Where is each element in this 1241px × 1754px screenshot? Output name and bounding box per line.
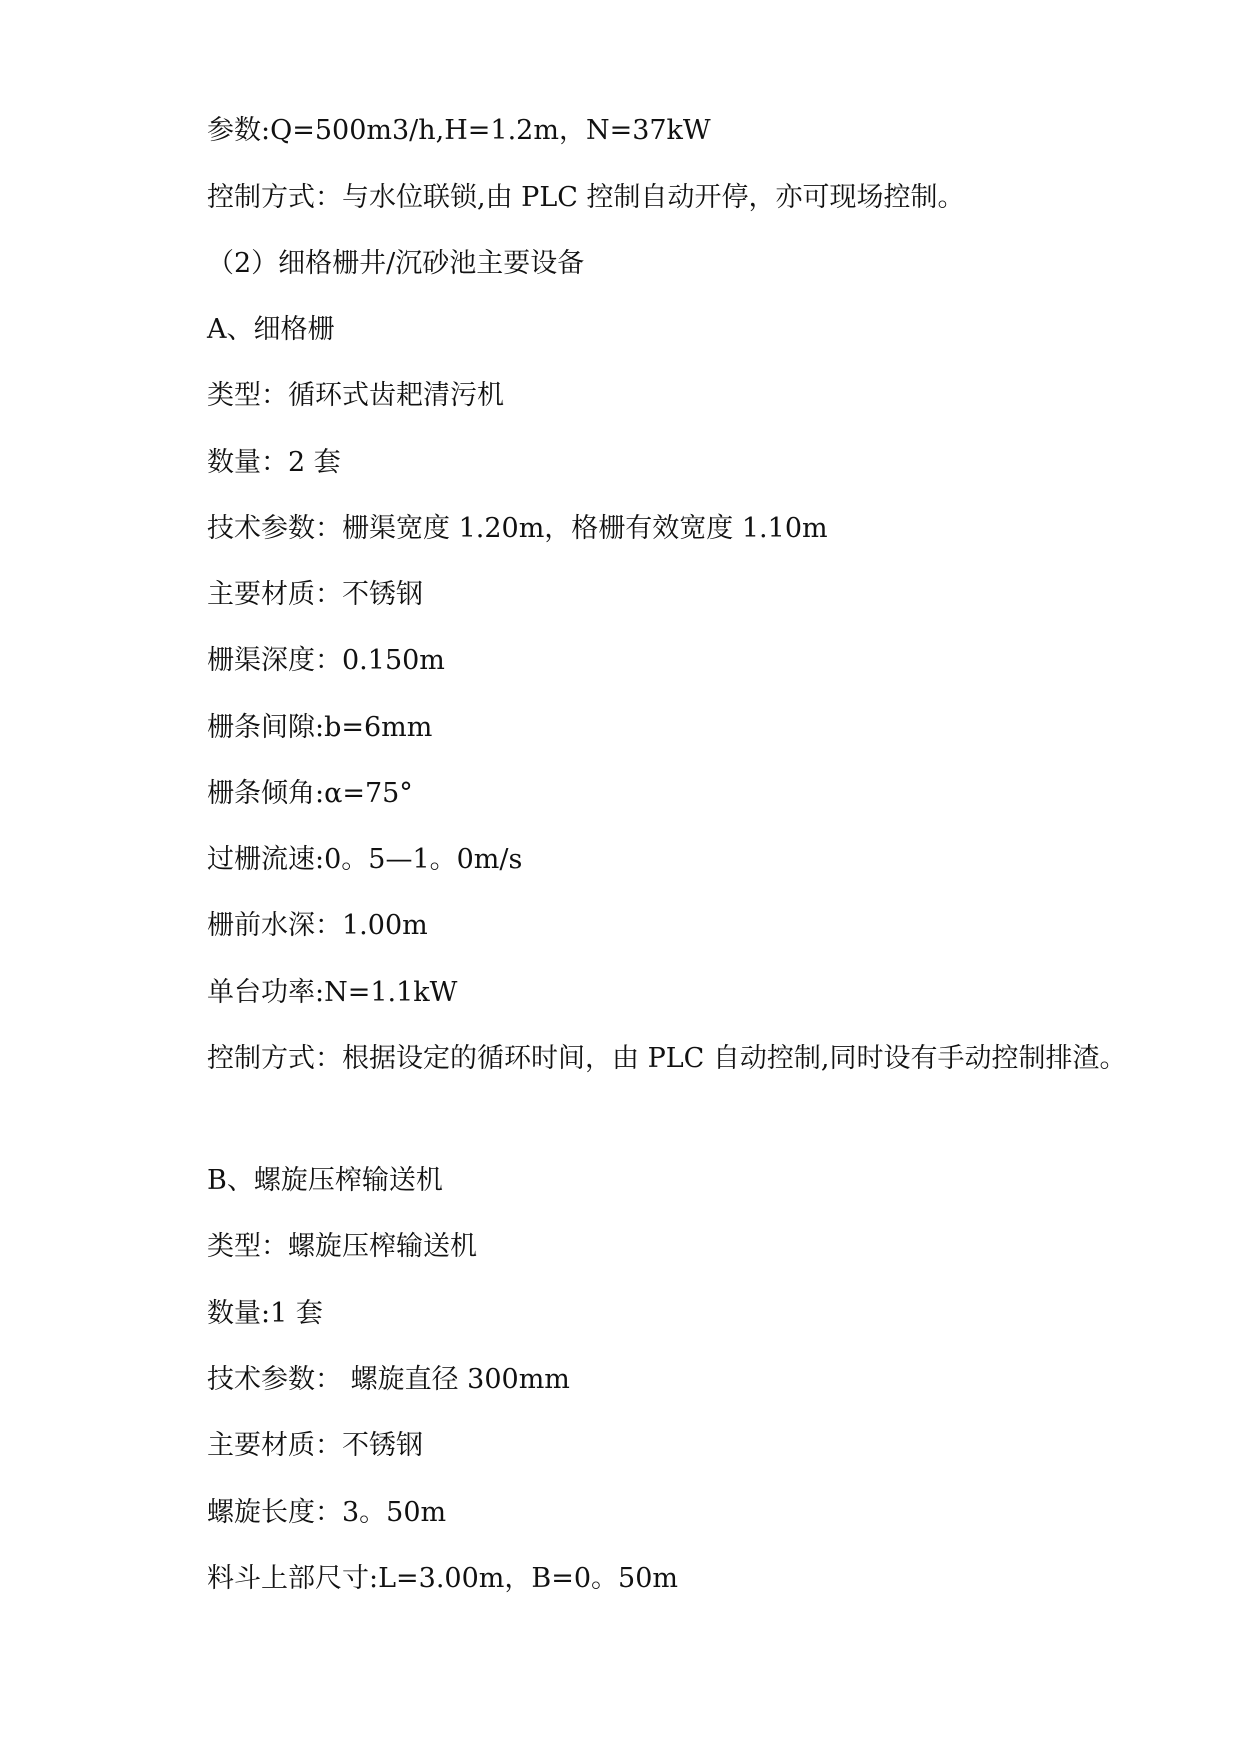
- material-screw-conveyor: 主要材质：不锈钢: [207, 1430, 423, 1461]
- screw-length: 螺旋长度：3。50m: [207, 1497, 447, 1528]
- param-pump: 参数:Q=500m3/h,H=1.2m，N=37kW: [207, 115, 711, 146]
- subheading-screw-conveyor: B、螺旋压榨输送机: [207, 1165, 443, 1196]
- material-fine-screen: 主要材质：不锈钢: [207, 579, 423, 610]
- control-mode-pump: 控制方式：与水位联锁,由 PLC 控制自动开停，亦可现场控制。: [207, 182, 965, 213]
- channel-depth: 栅渠深度：0.150m: [207, 645, 445, 676]
- control-mode-fine-screen: 控制方式：根据设定的循环时间，由 PLC 自动控制,同时设有手动控制排渣。: [207, 1043, 1127, 1074]
- quantity-screw-conveyor: 数量:1 套: [207, 1298, 323, 1329]
- flow-velocity: 过栅流速:0。5—1。0m/s: [207, 844, 523, 875]
- bar-angle: 栅条倾角:α=75°: [207, 778, 413, 809]
- bar-spacing: 栅条间隙:b=6mm: [207, 712, 433, 743]
- section-heading-fine-screen: （2）细格栅井/沉砂池主要设备: [207, 248, 585, 279]
- type-screw-conveyor: 类型：螺旋压榨输送机: [207, 1231, 477, 1262]
- unit-power: 单台功率:N=1.1kW: [207, 977, 458, 1008]
- quantity-fine-screen: 数量：2 套: [207, 447, 341, 478]
- tech-params-fine-screen: 技术参数：栅渠宽度 1.20m，格栅有效宽度 1.10m: [207, 513, 828, 544]
- type-fine-screen: 类型：循环式齿耙清污机: [207, 380, 504, 411]
- subheading-fine-screen: A、细格栅: [207, 314, 335, 345]
- water-depth: 栅前水深：1.00m: [207, 910, 428, 941]
- tech-params-screw-conveyor: 技术参数： 螺旋直径 300mm: [207, 1364, 570, 1395]
- hopper-size: 料斗上部尺寸:L=3.00m，B=0。50m: [207, 1563, 678, 1594]
